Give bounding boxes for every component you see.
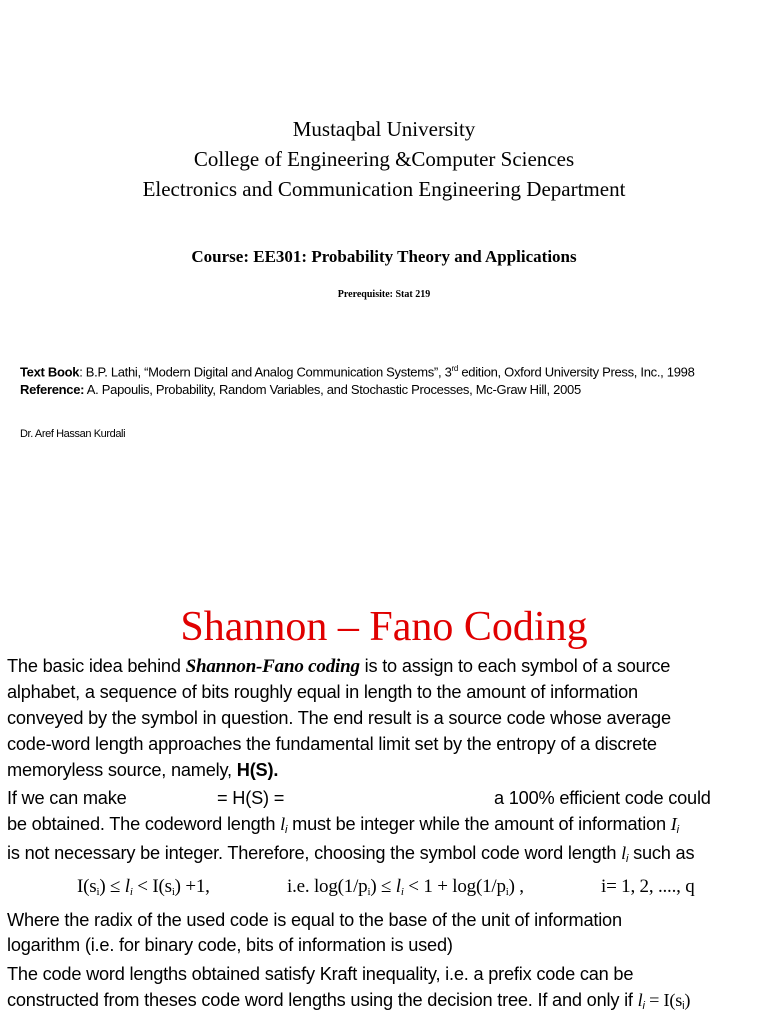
text-run: I(s (77, 876, 97, 897)
variable-l: l (395, 876, 401, 897)
paragraph-3-line-1: Where the radix of the used code is equal to the base of the unit of information (7, 910, 622, 930)
text-run: such as (628, 843, 695, 863)
paragraph-4-line-1: The code word lengths obtained satisfy Kraft inequality, i.e. a prefix code can be (7, 964, 634, 984)
paragraph-1-line-1 (7, 656, 670, 678)
university-name: Mustaqbal University (292, 117, 476, 141)
textbook-text: : B.P. Lathi, “Modern Digital and Analog Communication Systems”, 3 (79, 364, 452, 380)
variable-l: l (124, 876, 130, 897)
shannon-fano-emphasis: Shannon-Fano coding (185, 656, 360, 677)
paragraph-1-line-2: alphabet, a sequence of bits roughly equal in length to the amount of information (7, 682, 638, 702)
text-run: = H(S) = (217, 788, 285, 808)
textbook-text-end: edition, Oxford University Press, Inc., 1998 (458, 364, 695, 380)
subscript-i: i (505, 886, 509, 898)
paragraph-1-line-4: code-word length approaches the fundamental limit set by the entropy of a discrete (7, 734, 657, 754)
slide-title: Shannon – Fano Coding (180, 604, 588, 650)
prerequisite: Prerequisite: Stat 219 (337, 289, 431, 300)
text-run: ) , (508, 876, 524, 897)
subscript-i: i (367, 886, 371, 898)
text-run: < 1 + log(1/p (403, 876, 506, 897)
paragraph-3-line-2: logarithm (i.e. for binary code, bits of information is used) (7, 935, 453, 955)
variable-l: l (621, 843, 626, 863)
paragraph-2-line-2 (7, 814, 679, 836)
text-run: ) ≤ (370, 876, 396, 897)
subscript-i: i (676, 824, 679, 836)
text-run: a 100% efficient code could (494, 788, 711, 808)
subscript-i: i (625, 853, 629, 865)
formula-line-ie (287, 876, 524, 898)
text-run: < I(s (132, 876, 172, 897)
variable-l: l (280, 814, 286, 834)
subscript-i: i (171, 886, 175, 898)
reference-line (20, 382, 581, 397)
variable-l: l (637, 990, 643, 1010)
reference-label: Reference: (20, 382, 85, 397)
paragraph-1-line-3: conveyed by the symbol in question. The end result is a source code whose average (7, 708, 671, 728)
subscript-i: i (642, 1000, 645, 1012)
department-name: Electronics and Communication Engineering Department (142, 177, 626, 201)
subscript-i: i (682, 1000, 685, 1012)
paragraph-1-line-5 (7, 760, 278, 781)
subscript-i: i (400, 886, 404, 898)
reference-text: A. Papoulis, Probability, Random Variables, and Stochastic Processes, Mc-Graw Hill, 2005 (84, 382, 581, 397)
text-run: must be integer while the amount of information (287, 814, 671, 834)
paragraph-2-line-3 (7, 843, 694, 865)
course-title: Course: EE301: Probability Theory and Applications (191, 247, 577, 266)
variable-I: I (670, 814, 677, 834)
textbook-label: Text Book (20, 364, 80, 380)
college-name: College of Engineering &Computer Sciences (193, 147, 575, 171)
text-run: ) ≤ (99, 876, 125, 897)
text-run: is not necessary be integer. Therefore, choosing the symbol code word length (7, 843, 622, 863)
paragraph-4-line-2 (7, 990, 690, 1012)
text-run: = I(s (644, 990, 683, 1010)
text-run: If we can make (7, 788, 127, 808)
text-run: ) (684, 990, 691, 1010)
text-run: be obtained. The codeword length (7, 814, 281, 834)
textbook-line (20, 364, 695, 379)
subscript-i: i (129, 886, 133, 898)
textbook-sup: rd (451, 364, 459, 373)
text-run: The basic idea behind (7, 656, 186, 676)
text-run: i.e. log(1/p (287, 876, 368, 897)
formula-range: i= 1, 2, ...., q (601, 876, 695, 897)
text-run: constructed from theses code word lengths using the decision tree. If and only if (7, 990, 638, 1010)
text-run: memoryless source, namely, (7, 760, 237, 780)
text-run: ) +1, (174, 876, 210, 897)
subscript-i: i (96, 886, 100, 898)
formula-line (77, 876, 210, 898)
subscript-i: i (285, 824, 288, 836)
paragraph-2-line-1 (7, 788, 711, 809)
text-run: is to assign to each symbol of a source (359, 656, 671, 676)
entropy-symbol: H(S). (236, 760, 279, 780)
author-name: Dr. Aref Hassan Kurdali (20, 428, 126, 440)
